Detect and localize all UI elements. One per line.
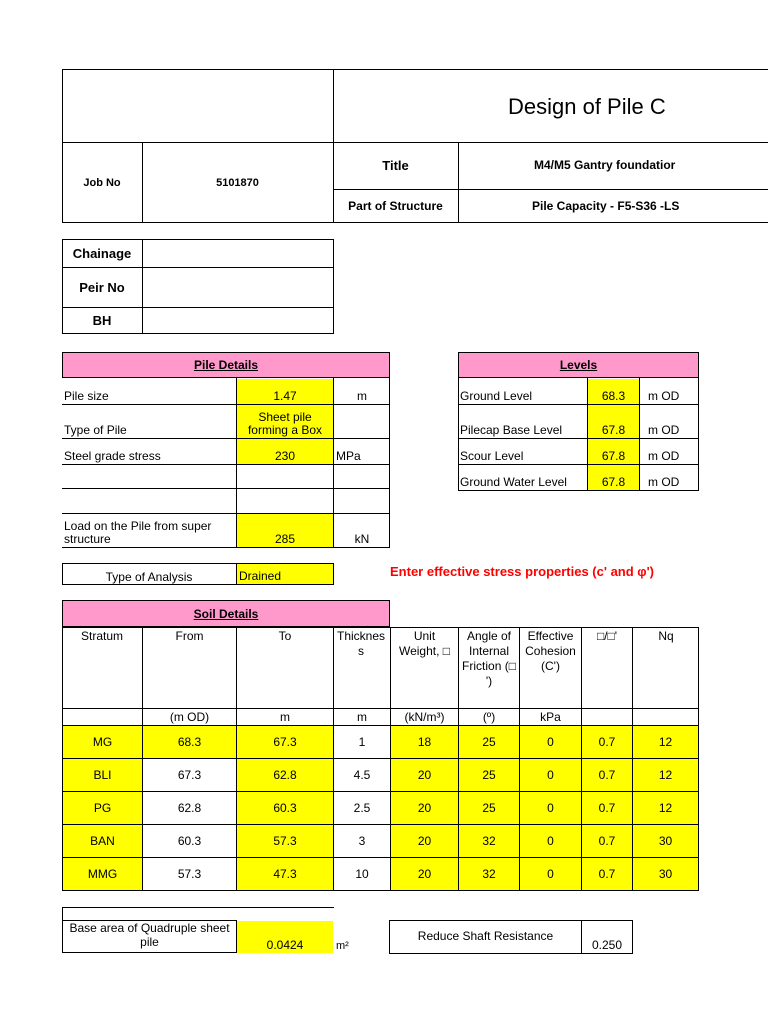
unit-to: m <box>280 710 290 724</box>
steel-grade-value[interactable]: 230 <box>237 439 333 464</box>
col-header-nq: Nq <box>658 629 674 643</box>
soil-cell[interactable]: 20 <box>391 858 458 890</box>
col-header-friction-angle: Angle of Internal Friction (□ ') <box>462 629 516 688</box>
soil-cell: 60.3 <box>177 834 202 848</box>
pilecap-base-level-value[interactable]: 67.8 <box>588 405 639 438</box>
part-of-structure-value: Pile Capacity - F5-S36 -LS <box>532 199 680 213</box>
load-on-pile-value[interactable]: 285 <box>237 514 333 547</box>
soil-cell[interactable]: 32 <box>459 825 519 857</box>
soil-cell[interactable]: 25 <box>459 792 519 824</box>
pile-details-heading <box>62 352 390 378</box>
soil-cell[interactable]: 30 <box>633 825 698 857</box>
soil-cell[interactable]: 0.7 <box>582 858 632 890</box>
soil-cell[interactable]: 0.7 <box>582 759 632 791</box>
soil-cell[interactable]: 0.7 <box>582 726 632 758</box>
soil-cell[interactable]: 60.3 <box>237 792 333 824</box>
pile-size-label: Pile size <box>64 389 109 403</box>
pile-size-value[interactable]: 1.47 <box>237 379 333 404</box>
page-title: Design of Pile C <box>508 94 666 119</box>
title-value: M4/M5 Gantry foundatior <box>534 158 676 172</box>
soil-details-heading-text: Soil Details <box>193 606 259 621</box>
soil-cell[interactable]: 20 <box>391 759 458 791</box>
base-area-unit: m² <box>336 940 349 952</box>
soil-cell: 2.5 <box>353 801 371 815</box>
pilecap-base-level-unit: m OD <box>648 423 680 437</box>
soil-cell[interactable]: 32 <box>459 858 519 890</box>
unit-from: (m OD) <box>169 710 210 724</box>
title-label: Title <box>382 158 409 173</box>
scour-level-unit: m OD <box>648 449 680 463</box>
soil-cell[interactable]: 0 <box>520 759 581 791</box>
col-header-delta-ratio: □/□' <box>596 629 618 643</box>
soil-cell[interactable]: 67.3 <box>237 726 333 758</box>
bh-value[interactable] <box>143 308 333 334</box>
col-header-unit-weight: Unit Weight, □ <box>398 629 451 658</box>
bh-label: BH <box>92 313 112 328</box>
load-on-pile-unit: kN <box>354 532 370 546</box>
col-header-thickness: Thicknes s <box>336 629 386 658</box>
soil-cell[interactable]: 0 <box>520 792 581 824</box>
chainage-label: Chainage <box>72 245 132 261</box>
unit-unit-weight: (kN/m³) <box>404 710 445 724</box>
base-area-value[interactable]: 0.0424 <box>237 921 333 953</box>
base-area-label: Base area of Quadruple sheet pile <box>69 921 230 949</box>
col-header-to: To <box>278 629 292 643</box>
soil-cell: 1 <box>358 735 366 749</box>
soil-cell[interactable]: 12 <box>633 726 698 758</box>
pile-details-heading-text: Pile Details <box>193 358 259 372</box>
soil-cell[interactable]: 0 <box>520 858 581 890</box>
part-of-structure-label: Part of Structure <box>348 199 443 213</box>
soil-cell[interactable]: PG <box>63 792 142 824</box>
type-of-pile-value[interactable]: Sheet pile forming a Box <box>237 405 333 438</box>
ground-level-label: Ground Level <box>460 389 533 403</box>
col-header-stratum: Stratum <box>80 629 123 643</box>
soil-cell: 3 <box>358 834 366 848</box>
soil-cell: 67.3 <box>177 768 202 782</box>
soil-cell[interactable]: MMG <box>63 858 142 890</box>
analysis-label: Type of Analysis <box>105 570 193 584</box>
type-of-pile-label: Type of Pile <box>64 423 127 437</box>
soil-cell[interactable]: 20 <box>391 792 458 824</box>
soil-cell[interactable]: 0 <box>520 726 581 758</box>
scour-level-label: Scour Level <box>460 449 524 463</box>
job-no-label: Job No <box>83 176 121 189</box>
soil-cell[interactable]: 0 <box>520 825 581 857</box>
pilecap-base-level-label: Pilecap Base Level <box>460 423 563 437</box>
load-on-pile-label: Load on the Pile from super structure <box>64 519 212 546</box>
soil-cell[interactable]: 68.3 <box>143 726 236 758</box>
peir-no-label: Peir No <box>79 279 125 295</box>
soil-cell[interactable]: 30 <box>633 858 698 890</box>
levels-heading-text: Levels <box>559 358 598 372</box>
soil-details-heading <box>62 600 390 627</box>
soil-cell[interactable]: 0.7 <box>582 825 632 857</box>
peir-no-value[interactable] <box>143 268 333 307</box>
soil-cell: 57.3 <box>177 867 202 881</box>
soil-cell[interactable]: 20 <box>391 825 458 857</box>
col-header-from: From <box>175 629 204 643</box>
steel-grade-unit: MPa <box>336 449 361 463</box>
chainage-value[interactable] <box>143 240 333 267</box>
soil-cell[interactable]: BAN <box>63 825 142 857</box>
soil-cell: 62.8 <box>177 801 202 815</box>
soil-cell[interactable]: 0.7 <box>582 792 632 824</box>
soil-cell[interactable]: BLI <box>63 759 142 791</box>
levels-heading <box>458 352 699 378</box>
soil-cell[interactable]: 12 <box>633 792 698 824</box>
shaft-resistance-value[interactable]: 0.250 <box>591 938 623 952</box>
soil-cell[interactable]: 25 <box>459 759 519 791</box>
ground-water-level-unit: m OD <box>648 475 680 489</box>
col-header-cohesion: Effective Cohesion (C') <box>525 629 576 673</box>
ground-level-value[interactable]: 68.3 <box>588 379 639 404</box>
soil-cell[interactable]: 25 <box>459 726 519 758</box>
soil-cell[interactable]: 12 <box>633 759 698 791</box>
pile-size-unit: m <box>357 389 367 403</box>
analysis-value[interactable]: Drained <box>237 564 333 584</box>
soil-cell[interactable]: MG <box>63 726 142 758</box>
soil-cell: 10 <box>355 867 369 881</box>
soil-cell: 4.5 <box>353 768 371 782</box>
scour-level-value[interactable]: 67.8 <box>588 439 639 464</box>
unit-cohesion: kPa <box>540 710 561 724</box>
ground-water-level-value[interactable]: 67.8 <box>588 465 639 490</box>
soil-cell[interactable]: 47.3 <box>237 858 333 890</box>
ground-level-unit: m OD <box>648 389 680 403</box>
unit-friction-angle: (º) <box>482 710 496 724</box>
analysis-note: Enter effective stress properties (c' and φ') <box>390 564 655 579</box>
soil-cell[interactable]: 18 <box>391 726 458 758</box>
job-no-value: 5101870 <box>216 176 259 189</box>
soil-cell[interactable]: 57.3 <box>237 825 333 857</box>
ground-water-level-label: Ground Water Level <box>460 475 567 489</box>
soil-cell[interactable]: 62.8 <box>237 759 333 791</box>
shaft-resistance-label: Reduce Shaft Resistance <box>417 929 554 943</box>
steel-grade-label: Steel grade stress <box>64 449 161 463</box>
unit-thickness: m <box>357 710 367 724</box>
